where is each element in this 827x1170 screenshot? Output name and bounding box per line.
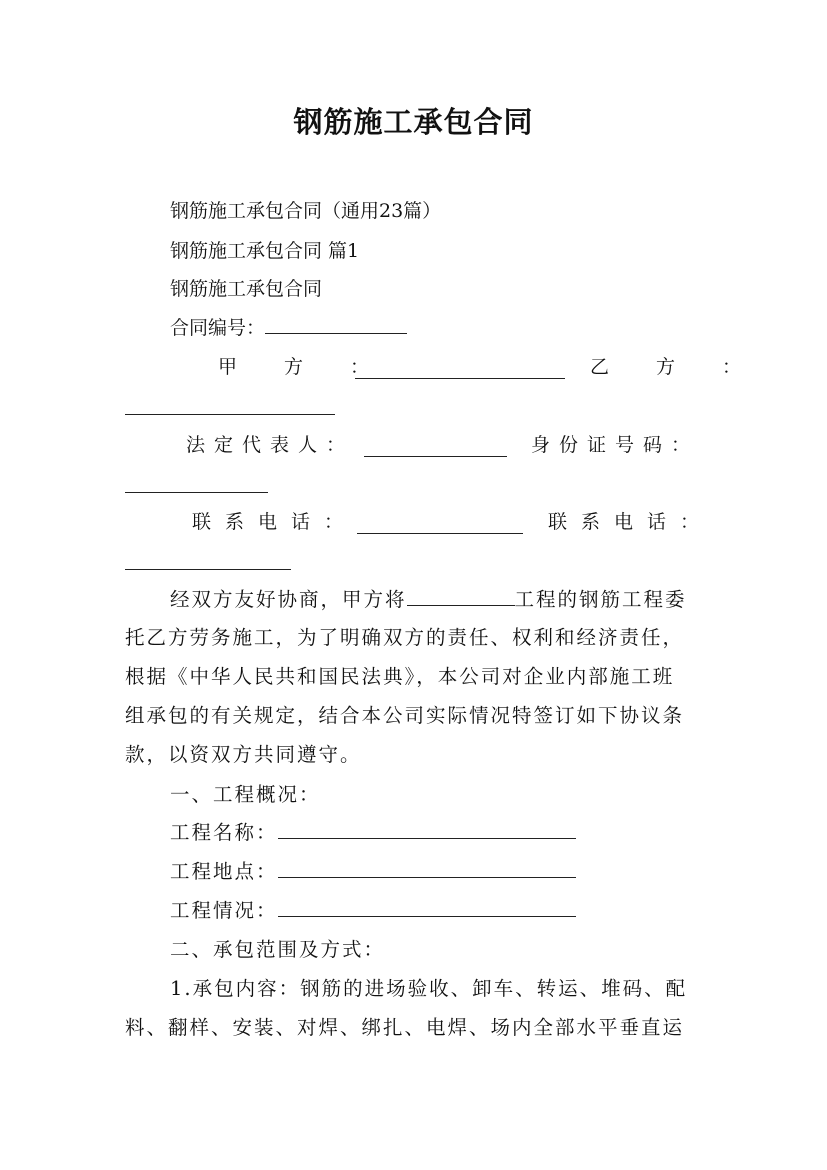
project-name-row [170,820,576,846]
paragraph-text-a: 经双方友好协商，甲方将 [170,588,407,611]
paragraph-line-1 [170,587,687,613]
party-b-label: 乙 方 ： [590,356,756,378]
project-status-blank [278,898,576,917]
id-number-label: 身份证号码： [531,434,700,456]
legal-rep-blank [364,438,507,457]
party-a-label: 甲 方 ： [218,356,384,378]
section-1-heading: 一、工程概况： [170,783,321,806]
section-2-heading: 二、承包范围及方式： [170,938,386,961]
document-title: 钢筋施工承包合同 [293,105,534,139]
contract-heading: 钢筋施工承包合同 [170,278,323,300]
contract-number-row [170,315,407,341]
project-name-label: 工程名称： [170,821,278,844]
project-status-row [170,898,576,924]
paragraph-line-2: 托乙方劳务施工，为了明确双方的责任、权利和经济责任， [125,626,685,649]
phone-a-label: 联系电话： [192,511,358,533]
paragraph-text-b: 工程的钢筋工程委 [514,588,687,611]
paragraph-line-4: 组承包的有关规定，结合本公司实际情况特签订如下协议条 [125,704,685,727]
party-b-blank [125,396,335,415]
phone-b-label: 联系电话： [548,511,714,533]
project-name-blank [278,820,576,839]
project-site-label: 工程地点： [170,860,278,883]
item-1-line-1: 1.承包内容：钢筋的进场验收、卸车、转运、堆码、配 [170,977,688,1000]
id-number-blank [125,474,268,493]
item-1-line-2: 料、翻样、安装、对焊、绑扎、电焊、场内全部水平垂直运 [125,1016,685,1039]
contract-number-blank [265,315,407,334]
section-heading: 钢筋施工承包合同 篇1 [170,240,360,262]
contract-number-label: 合同编号： [170,317,266,339]
phone-a-blank [357,515,523,534]
project-site-row [170,859,576,885]
legal-rep-label: 法定代表人： [186,434,355,456]
paragraph-line-3: 根据《中华人民共和国民法典》，本公司对企业内部施工班 [125,665,675,688]
project-status-label: 工程情况： [170,899,278,922]
paragraph-line-5: 款，以资双方共同遵守。 [125,743,362,766]
phone-b-blank [125,551,291,570]
party-a-blank [355,360,565,379]
project-name-inline-blank [407,587,515,606]
project-site-blank [278,859,576,878]
subtitle-line: 钢筋施工承包合同（通用23篇） [170,200,442,222]
